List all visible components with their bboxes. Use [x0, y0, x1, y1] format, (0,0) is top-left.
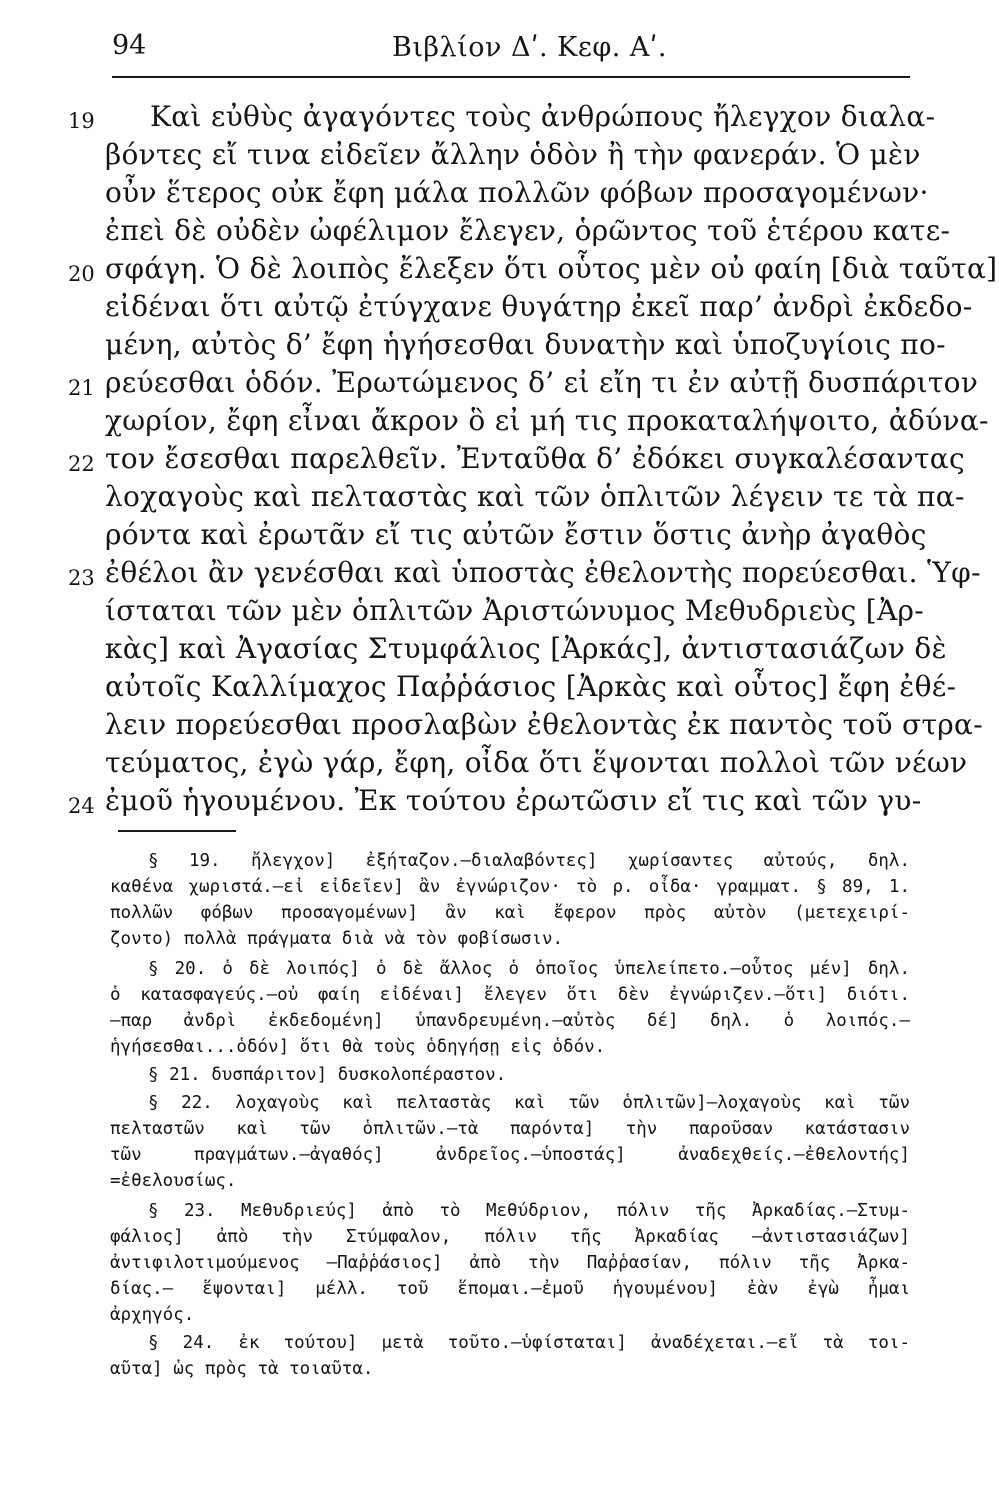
footnote-line: =ἐθελουσίως. [110, 1171, 237, 1191]
text-line: οὖν ἕτερος οὐκ ἔφη μάλα πολλῶν φόβων προσαγομένων· [105, 176, 929, 209]
text-line: μένη, αὐτὸς δ’ ἔφη ἡγήσεσθαι δυνατὴν καὶ ὑποζυγίοις πο- [105, 328, 946, 361]
footnote-line: ἡγήσεσθαι...ὁδόν] ὅτι θὰ τοὺς ὁδηγήσῃ εἰς ὁδόν. [110, 1037, 606, 1057]
section-number: 24 [68, 794, 95, 818]
section-number: 20 [68, 262, 95, 286]
section-number: 19 [68, 109, 95, 133]
text-line: σφάγη. Ὁ δὲ λοιπὸς ἔλεξεν ὅτι οὗτος μὲν οὐ φαίη [διὰ ταῦτα] [105, 252, 998, 285]
footnote-line: § 23. Μεθυδριεύς] ἀπὸ τὸ Μεθύδριον, πόλιν τῆς Ἀρκαδίας.—Στυμ- [148, 1201, 910, 1221]
text-line: χωρίον, ἔφη εἶναι ἄκρον ὃ εἰ μή τις προκαταλήψοιτο, ἀδύνα- [105, 404, 989, 437]
footnote-line: § 19. ἤλεγχον] ἐξήταζον.—διαλαβόντες] χωρίσαντες αὐτούς, δηλ. [148, 851, 910, 871]
running-head: Βιβλίον Δʹ. Κεφ. Αʹ. [392, 32, 667, 63]
text-line: κὰς] καὶ Ἀγασίας Στυμφάλιος [Ἀρκάς], ἀντιστασιάζων δὲ [105, 632, 947, 665]
page-number: 94 [112, 30, 147, 61]
text-line: λοχαγοὺς καὶ πελταστὰς καὶ τῶν ὁπλιτῶν λέγειν τε τὰ πα- [105, 480, 965, 513]
footnote-line: πελταστῶν καὶ τῶν ὁπλιτῶν.—τὰ παρόντα] τὴν παροῦσαν κατάστασιν [110, 1119, 910, 1139]
footnote-line: ἀρχηγός. [110, 1305, 195, 1325]
text-line: τεύματος, ἐγὼ γάρ, ἔφη, οἶδα ὅτι ἕψονται πολλοὶ τῶν νέων [105, 746, 968, 779]
text-line: ρόντα καὶ ἐρωτᾶν εἴ τις αὐτῶν ἔστιν ὅστις ἀνὴρ ἀγαθὸς [105, 518, 927, 551]
footnote-line: φάλιος] ἀπὸ τὴν Στύμφαλον, πόλιν τῆς Ἀρκαδίας —ἀντιστασιάζων] [110, 1227, 910, 1247]
header-rule [112, 76, 910, 78]
text-line: ἐμοῦ ἡγουμένου. Ἐκ τούτου ἐρωτῶσιν εἴ τις καὶ τῶν γυ- [105, 784, 922, 817]
text-line: Καὶ εὐθὺς ἀγαγόντες τοὺς ἀνθρώπους ἤλεγχον διαλα- [150, 100, 936, 133]
footnote-line: ἀντιφιλοτιμούμενος —Παῤῥάσιος] ἀπὸ τὴν Παῤῥασίαν, πόλιν τῆς Ἀρκα- [110, 1253, 910, 1273]
text-line: βόντες εἴ τινα εἰδεῖεν ἄλλην ὁδὸν ἢ τὴν φανεράν. Ὁ μὲν [105, 138, 921, 171]
footnote-line: πολλῶν φόβων προσαγομένων] ἂν καὶ ἔφερον πρὸς αὐτὸν (μετεχειρί- [110, 903, 910, 923]
footnote-line: καθένα χωριστά.—εἰ εἰδεῖεν] ἂν ἐγνώριζον· τὸ ρ. οἶδα· γραμματ. § 89, 1. [110, 877, 910, 897]
text-line: λειν πορεύεσθαι προσλαβὼν ἐθελοντὰς ἐκ παντὸς τοῦ στρα- [105, 708, 983, 741]
footnote-line: § 22. λοχαγοὺς καὶ πελταστὰς καὶ τῶν ὁπλιτῶν]—λοχαγοὺς καὶ τῶν [148, 1093, 910, 1113]
footnote-rule [118, 830, 236, 832]
footnote-line: —παρ ἀνδρὶ ἐκδεδομένη] ὑπανδρευμένη.—αὐτὸς δέ] δηλ. ὁ λοιπός.— [110, 1011, 910, 1031]
footnote-line: ζοντο) πολλὰ πράγματα διὰ νὰ τὸν φοβίσωσιν. [110, 929, 564, 949]
text-line: ρεύεσθαι ὁδόν. Ἐρωτώμενος δ’ εἰ εἴη τι ἐν αὐτῇ δυσπάριτον [105, 366, 979, 399]
footnote-line: δίας.— ἕψονται] μέλλ. τοῦ ἕπομαι.—ἐμοῦ ἡγουμένου] ἐὰν ἐγὼ ἦμαι [110, 1279, 910, 1299]
page-header [112, 30, 912, 74]
text-line: αὐτοῖς Καλλίμαχος Παῤῥάσιος [Ἀρκὰς καὶ οὗτος] ἔφη ἐθέ- [105, 670, 957, 703]
footnote-line: ὁ κατασφαγεύς.—οὐ φαίη εἰδέναι] ἔλεγεν ὅτι δὲν ἐγνώριζεν.—ὅτι] διότι. [110, 985, 910, 1005]
section-number: 23 [68, 566, 95, 590]
footnote-line: § 21. δυσπάριτον] δυσκολοπέραστον. [148, 1065, 507, 1085]
text-line: ἐθέλοι ἂν γενέσθαι καὶ ὑποστὰς ἐθελοντὴς πορεύεσθαι. Ὑφ- [105, 556, 981, 589]
footnote-line: αῦτα] ὡς πρὸς τὰ τοιαῦτα. [110, 1359, 374, 1379]
footnote-line: § 20. ὁ δὲ λοιπός] ὁ δὲ ἄλλος ὁ ὁποῖος ὑπελείπετο.—οὗτος μέν] δηλ. [148, 959, 910, 979]
text-line: ἐπεὶ δὲ οὐδὲν ὠφέλιμον ἔλεγεν, ὁρῶντος τοῦ ἑτέρου κατε- [105, 214, 951, 247]
section-number: 21 [68, 376, 95, 400]
text-line: ίσταται τῶν μὲν ὁπλιτῶν Ἀριστώνυμος Μεθυδριεὺς [Ἀρ- [105, 594, 924, 627]
text-line: τον ἔσεσθαι παρελθεῖν. Ἐνταῦθα δ’ ἐδόκει συγκαλέσαντας [105, 442, 965, 475]
section-number: 22 [68, 452, 95, 476]
footnote-line: τῶν πραγμάτων.—ἀγαθός] ἀνδρεῖος.—ὑποστάς] ἀναδεχθείς.—ἐθελοντής] [110, 1145, 910, 1165]
footnote-line: § 24. ἐκ τούτου] μετὰ τοῦτο.—ὑφίσταται] ἀναδέχεται.—εἴ τὰ τοι- [148, 1333, 910, 1353]
text-line: εἰδέναι ὅτι αὐτῷ ἐτύγχανε θυγάτηρ ἐκεῖ παρ’ ἀνδρὶ ἐκδεδο- [105, 290, 973, 323]
